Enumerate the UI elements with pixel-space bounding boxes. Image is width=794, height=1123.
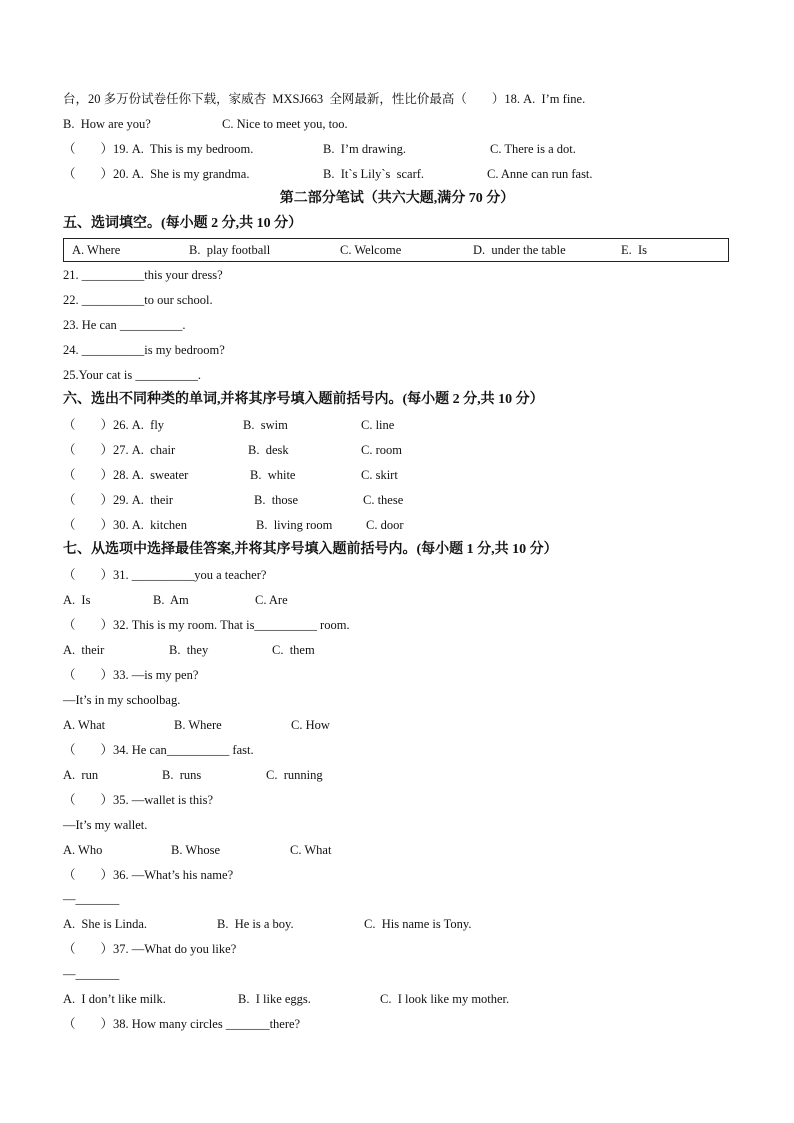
q23: 23. He can __________.	[63, 318, 186, 332]
q22: 22. __________to our school.	[63, 293, 213, 307]
section6-title: 六、选出不同种类的单词,并将其序号填入题前括号内。(每小题 2 分,共 10 分）	[63, 392, 544, 407]
q26-stem: （ ）26. A. fly	[63, 418, 165, 432]
q26-option-c: C. line	[361, 418, 395, 432]
section7-title: 七、从选项中选择最佳答案,并将其序号填入题前括号内。(每小题 1 分,共 10 分）	[63, 542, 558, 557]
q29-option-c: C. these	[363, 493, 404, 507]
q37-option-b: B. I like eggs.	[238, 992, 311, 1006]
q36-option-c: C. His name is Tony.	[364, 917, 472, 931]
q35-option-a: A. Who	[63, 843, 103, 857]
q21: 21. __________this your dress?	[63, 268, 223, 282]
q37-stem: （ ）37. —What do you like?	[63, 942, 237, 956]
q29-stem: （ ）29. A. their	[63, 493, 174, 507]
word-option-c: C. Welcome	[340, 243, 402, 257]
q36-stem: （ ）36. —What’s his name?	[63, 868, 234, 882]
q36-option-a: A. She is Linda.	[63, 917, 148, 931]
q34-option-c: C. running	[266, 768, 323, 782]
q31-option-a: A. Is	[63, 593, 91, 607]
q30-stem: （ ）30. A. kitchen	[63, 518, 187, 532]
part2-title: 第二部分笔试（共六大题,满分 70 分）	[279, 191, 515, 206]
q27-stem: （ ）27. A. chair	[63, 443, 176, 457]
q37-option-a: A. I don’t like milk.	[63, 992, 166, 1006]
q34-stem: （ ）34. He can__________ fast.	[63, 743, 254, 757]
q20-option-b: B. It`s Lily`s scarf.	[323, 167, 425, 181]
q25: 25.Your cat is __________.	[63, 368, 201, 382]
q31-option-c: C. Are	[255, 593, 288, 607]
q37-response: —_______	[63, 967, 120, 981]
line-q18: 台，20 多万份试卷任你下载，家威杏 MXSJ663 全网最新，性比价最高（ ）18. A. I’m fine.	[63, 92, 586, 106]
q33-response: —It’s in my schoolbag.	[63, 693, 181, 707]
q18-option-c: C. Nice to meet you, too.	[222, 117, 348, 131]
q27-option-b: B. desk	[248, 443, 289, 457]
q37-option-c: C. I look like my mother.	[380, 992, 510, 1006]
q32-option-a: A. their	[63, 643, 105, 657]
q18-option-b: B. How are you?	[63, 117, 151, 131]
q30-option-b: B. living room	[256, 518, 333, 532]
q33-option-b: B. Where	[174, 718, 222, 732]
q34-option-b: B. runs	[162, 768, 202, 782]
q27-option-c: C. room	[361, 443, 402, 457]
q33-option-a: A. What	[63, 718, 106, 732]
word-option-a: A. Where	[72, 243, 121, 257]
q35-response: —It’s my wallet.	[63, 818, 148, 832]
q33-stem: （ ）33. —is my pen?	[63, 668, 199, 682]
word-bank	[63, 238, 729, 262]
q19-option-b: B. I’m drawing.	[323, 142, 406, 156]
q32-option-b: B. they	[169, 643, 209, 657]
q19-stem: （ ）19. A. This is my bedroom.	[63, 142, 254, 156]
q36-response: —_______	[63, 892, 120, 906]
q20-stem: （ ）20. A. She is my grandma.	[63, 167, 250, 181]
word-option-b: B. play football	[189, 243, 271, 257]
section5-title: 五、选词填空。(每小题 2 分,共 10 分）	[63, 216, 303, 231]
q24: 24. __________is my bedroom?	[63, 343, 225, 357]
q28-stem: （ ）28. A. sweater	[63, 468, 189, 482]
q19-option-c: C. There is a dot.	[490, 142, 576, 156]
q33-option-c: C. How	[291, 718, 330, 732]
q35-option-c: C. What	[290, 843, 332, 857]
word-option-e: E. Is	[621, 243, 648, 257]
q29-option-b: B. those	[254, 493, 299, 507]
q31-stem: （ ）31. __________you a teacher?	[63, 568, 267, 582]
q38-stem: （ ）38. How many circles _______there?	[63, 1017, 301, 1031]
q26-option-b: B. swim	[243, 418, 288, 432]
q32-stem: （ ）32. This is my room. That is__________ room.	[63, 618, 350, 632]
q28-option-c: C. skirt	[361, 468, 398, 482]
q31-option-b: B. Am	[153, 593, 189, 607]
q35-option-b: B. Whose	[171, 843, 221, 857]
q32-option-c: C. them	[272, 643, 315, 657]
q34-option-a: A. run	[63, 768, 99, 782]
q35-stem: （ ）35. —wallet is this?	[63, 793, 213, 807]
q28-option-b: B. white	[250, 468, 296, 482]
word-option-d: D. under the table	[473, 243, 566, 257]
q36-option-b: B. He is a boy.	[217, 917, 294, 931]
q30-option-c: C. door	[366, 518, 404, 532]
q20-option-c: C. Anne can run fast.	[487, 167, 593, 181]
